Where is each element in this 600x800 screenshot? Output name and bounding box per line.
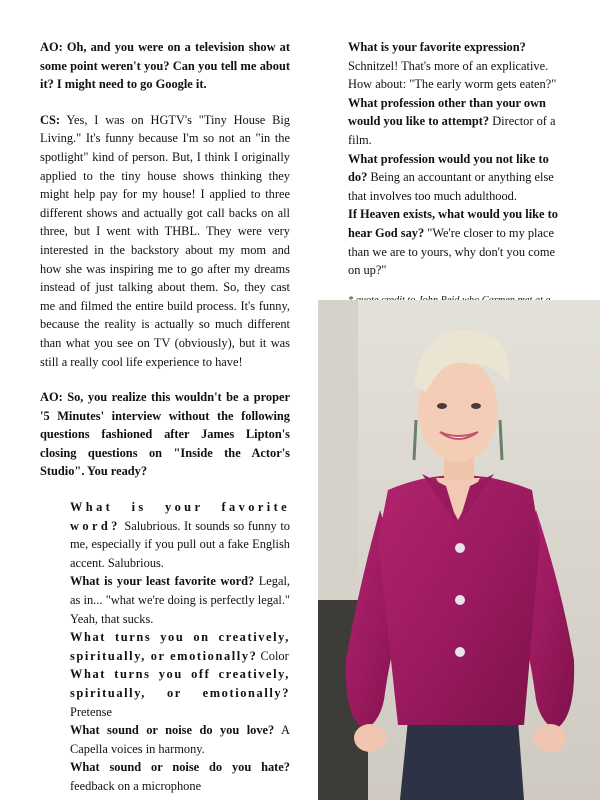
- question: What sound or noise do you hate?: [70, 760, 290, 775]
- question: What is your least favorite word?: [70, 574, 255, 589]
- answer: "We're closer to my place than we are to yours, why don't you come on up?": [348, 225, 555, 278]
- portrait-photo: [318, 300, 600, 800]
- question: What is your favorite word?: [70, 500, 290, 533]
- qa-favorite-word: [70, 498, 290, 572]
- answer: A Capella voices in harmony.: [70, 723, 290, 756]
- answer-body: Yes, I was on HGTV's "Tiny House Big Living." It's funny because I'm so not an "in the spotlight" kind of person. But, I think I originally applied to the tiny house shows thinking they might help pay for my house! I applied to three different shows and actually got call backs on all three, but I went with THBL. They were very interested in the backstory about my mom and how she was inspiring me to go after my dreams instead of just talking about them. So, they cast me and filmed the entire build process. It's funny, because the reality is actually so much different than what you see on TV (obviously), but it was still a really cool life experience to have!: [40, 112, 290, 369]
- answer: Director of a film.: [348, 114, 556, 147]
- question: What profession other than your own would you like to attempt?: [348, 95, 546, 129]
- qa-favorite-expression: [348, 38, 568, 94]
- answer: feedback on a microphone: [70, 778, 202, 793]
- left-column: [40, 38, 290, 796]
- question: What sound or noise do you love?: [70, 723, 275, 738]
- qa-sound-hate: [70, 758, 290, 795]
- answer-tv: [40, 111, 290, 371]
- question: What is your favorite expression?: [348, 40, 526, 54]
- qa-heaven: [348, 205, 568, 279]
- answer: Salubrious. It sounds so funny to me, especially if you pull out a fake English accent. Salubrious.: [70, 518, 290, 570]
- question: What turns you on creatively, spiritually, or emotionally?: [70, 630, 290, 663]
- speaker-label: CS:: [40, 112, 60, 127]
- answer: Being an accountant or anything else that involves too much adulthood.: [348, 170, 554, 203]
- question: What profession would you not like to do?: [348, 151, 549, 185]
- right-column: [348, 38, 568, 321]
- interviewer-question-lipton: AO: So, you realize this wouldn't be a proper '5 Minutes' interview without the following questions fashioned after James Lipton's closing questions on "Inside the Actor's Studio". You ready?: [40, 390, 290, 479]
- interviewer-question-tv: AO: Oh, and you were on a television show at some point weren't you? Can you tell me about it? I might need to go Google it.: [40, 40, 290, 92]
- question: If Heaven exists, what would you like to hear God say?: [348, 207, 558, 240]
- qa-sound-love: [70, 721, 290, 758]
- answer: Pretense: [70, 704, 112, 719]
- qa-turns-off: [70, 665, 290, 721]
- qa-least-favorite-word: [70, 572, 290, 628]
- lipton-questions: [70, 498, 290, 796]
- question: What turns you off creatively, spiritually, or emotionally?: [70, 667, 290, 700]
- qa-other-profession: [348, 94, 568, 150]
- answer: Legal, as in... "what we're doing is perfectly legal." Yeah, that sucks.: [70, 574, 291, 626]
- qa-turns-on: [70, 628, 290, 665]
- answer: Schnitzel! That's more of an explicative. How about: "The early worm gets eaten?": [348, 58, 557, 92]
- portrait-illustration: [318, 300, 600, 800]
- qa-not-profession: [348, 150, 568, 206]
- answer: Color: [257, 648, 289, 663]
